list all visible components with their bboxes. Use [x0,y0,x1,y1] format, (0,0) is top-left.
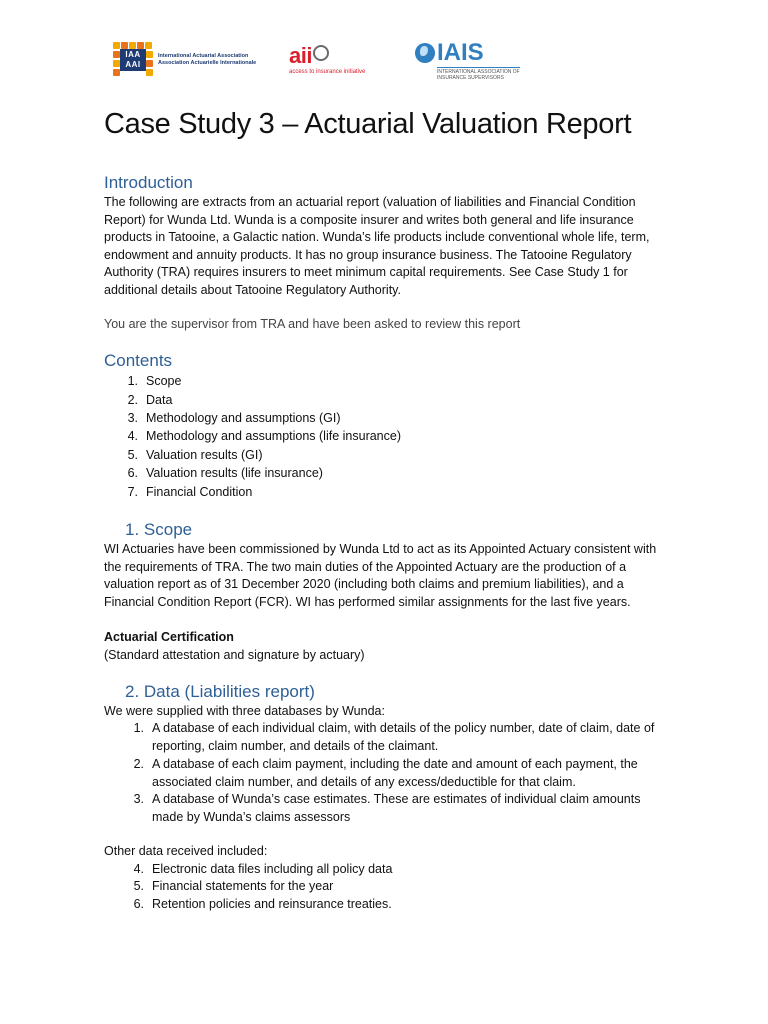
contents-item: 7. Financial Condition [127,484,253,499]
certification-text: (Standard attestation and signature by actuary) [104,647,365,662]
contents-item: 2. Data [127,392,173,407]
iaa-logo [113,42,256,78]
scope-paragraph: WI Actuaries have been commissioned by Wunda Ltd to act as its Appointed Actuary consistent with the requirements of TRA. The two main duties of the Appointed Actuary are the production of a valuation report as of 31 December 2020 (including both claims and premium liabilities), and a Financial Condition Report (FCR). WI has performed similar assignments for the last five years. [104,542,657,609]
document-body [104,104,670,914]
contents-list [104,372,670,501]
data-heading: 2. Data (Liabilities report) [125,681,315,701]
other-data-item: 4. Electronic data files including all policy data [133,861,393,876]
page-title: Case Study 3 – Actuarial Valuation Report [104,108,632,140]
database-item: 1. A database of each individual claim, with details of the policy number, date of claim, date of reporting, claim number, and details of the claimant. [133,721,655,753]
iais-tagline-1: INTERNATIONAL ASSOCIATION OF [437,69,520,75]
certification-heading: Actuarial Certification [104,630,234,645]
aii-tagline: access to insurance initiative [289,69,366,75]
contents-heading: Contents [104,351,173,371]
database-item: 3. A database of Wunda’s case estimates. These are estimates of individual claim amounts made by Wunda’s claims assessors [133,792,641,825]
introduction-paragraph: The following are extracts from an actuarial report (valuation of liabilities and Financial Condition Report) for Wunda Ltd. Wunda is a composite insurer and writes both general and life insurance products in Tatooine, a Galactic nation. Wunda’s life products include conventional whole life, term, endowment and annuity products. It has no group insurance business. The Tatooine Regulatory Authority (TRA) requires insurers to meet minimum capital requirements. See Case Study 1 for additional details about Tatooine Regulatory Authority. [104,195,650,297]
other-data-intro: Other data received included: [104,843,268,858]
contents-item: 5. Valuation results (GI) [127,447,263,462]
other-data-item: 6. Retention policies and reinsurance treaties. [133,897,392,912]
iaa-name-fr: Association Actuarielle Internationale [158,60,257,66]
scope-heading: 1. Scope [125,520,193,539]
aii-ring-icon [313,45,329,61]
iais-wordmark: IAIS [437,39,484,66]
aii-logo [289,44,365,75]
data-intro: We were supplied with three databases by Wunda: [104,703,385,718]
contents-item: 1. Scope [127,374,182,389]
database-list [104,720,670,827]
iais-tagline-2: INSURANCE SUPERVISORS [437,75,504,81]
iaa-name-en: International Actuarial Association [158,53,249,59]
logo-bar [113,38,533,84]
database-item: 2. A database of each claim payment, including the date and amount of each payment, the associated claim number, and details of any excess/deductible for that claim. [133,756,638,789]
iaa-logo-core: IAA AAI [120,49,146,71]
introduction-heading: Introduction [104,173,193,192]
contents-item: 3. Methodology and assumptions (GI) [127,410,341,425]
introduction-note: You are the supervisor from TRA and have been asked to review this report [104,316,521,331]
other-data-list [104,861,670,914]
iaa-logo-mark [113,42,153,78]
contents-item: 4. Methodology and assumptions (life insurance) [127,429,401,444]
other-data-item: 5. Financial statements for the year [133,879,334,894]
contents-item: 6. Valuation results (life insurance) [127,466,323,481]
aii-wordmark: aii [289,43,312,68]
globe-icon [415,43,435,63]
iais-logo [415,40,520,81]
